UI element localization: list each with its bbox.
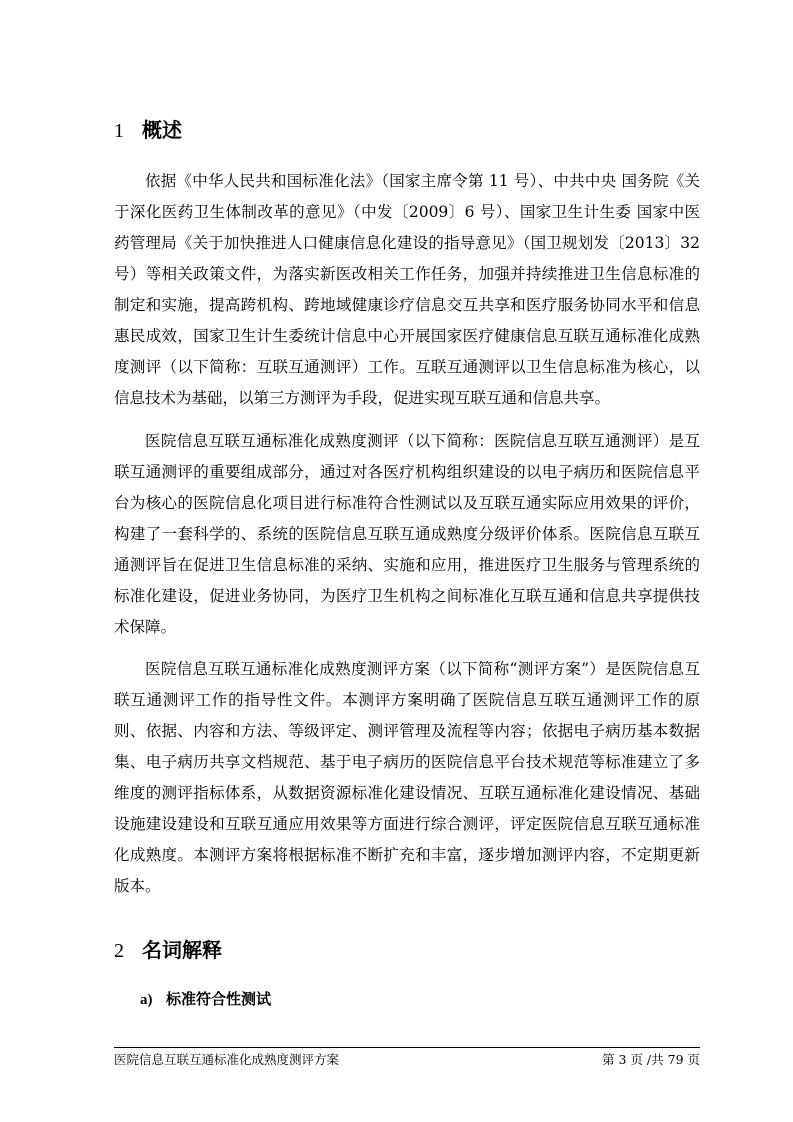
- section-2-heading: [114, 937, 222, 964]
- footer-page-number: 第 3 页 /共 79 页: [602, 1052, 700, 1067]
- footer-document-title: 医院信息互联互通标准化成熟度测评方案: [114, 1052, 340, 1067]
- footer-divider: [114, 1047, 700, 1048]
- subsection-a-label: a): [140, 992, 153, 1008]
- section-2-number: 2: [114, 940, 124, 962]
- section-1-paragraph-1: 依据《中华人民共和国标准化法》（国家主席令第 11 号）、中共中央 国务院《关于深化医药卫生体制改革的意见》（中发〔2009〕6 号）、国家卫生计生委 国家中医药管理局《关于加快推进人口健康信息化建设的指导意见》（国卫规划发〔2013〕32 号）等相关政策文件，为落实新医改相关工作任务，加强并持续推进卫生信息标准的制定和实施，提高跨机构、跨地域健康诊疗信息交互共享和医疗服务协同水平和信息惠民成效，国家卫生计生委统计信息中心开展国家医疗健康信息互联互通标准化成熟度测评（以下简称：互联互通测评）工作。互联互通测评以卫生信息标准为核心，以信息技术为基础，以第三方测评为手段，促进实现互联互通和信息共享。: [114, 172, 700, 407]
- section-1-paragraph-3: 医院信息互联互通标准化成熟度测评方案（以下简称“测评方案”）是医院信息互联互通测评工作的指导性文件。本测评方案明确了医院信息互联互通测评工作的原则、依据、内容和方法、等级评定、测评管理及流程等内容；依据电子病历基本数据集、电子病历共享文档规范、基于电子病历的医院信息平台技术规范等标准建立了多维度的测评指标体系，从数据资源标准化建设情况、互联互通标准化建设情况、基础设施建设建设和互联互通应用效果等方面进行综合测评，评定医院信息互联互通标准化成熟度。本测评方案将根据标准不断扩充和丰富，逐步增加测评内容，不定期更新版本。: [114, 660, 700, 895]
- section-1-paragraph-2: 医院信息互联互通标准化成熟度测评（以下简称：医院信息互联互通测评）是互联互通测评的重要组成部分，通过对各医疗机构组织建设的以电子病历和医院信息平台为核心的医院信息化项目进行标准符合性测试以及互联互通实际应用效果的评价，构建了一套科学的、系统的医院信息互联互通成熟度分级评价体系。医院信息互联互通测评旨在促进卫生信息标准的采纳、实施和应用，推进医疗卫生服务与管理系统的标准化建设，促进业务协同，为医疗卫生机构之间标准化互联互通和信息共享提供技术保障。: [114, 432, 700, 636]
- section-1-number: 1: [114, 120, 124, 142]
- section-1-heading: [114, 117, 182, 144]
- subsection-a-title: 标准符合性测试: [166, 990, 272, 1008]
- section-2-title: 名词解释: [142, 938, 222, 962]
- subsection-a-heading: [140, 988, 271, 1011]
- section-1-title: 概述: [142, 118, 182, 142]
